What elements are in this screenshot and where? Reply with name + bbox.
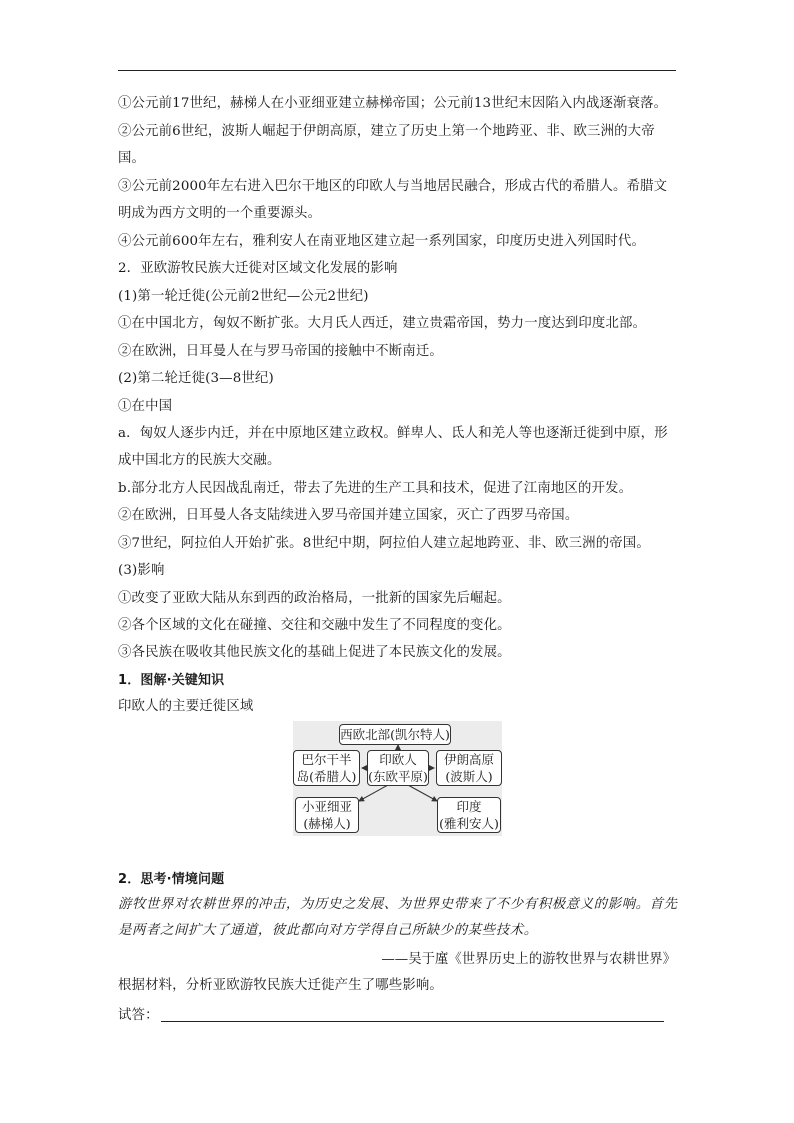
paragraph-inner-migration-cont: 成中国北方的民族大交融。 xyxy=(118,453,281,468)
node-iranian-plateau: 伊朗高原 (波斯人) xyxy=(436,750,502,786)
paragraph-persia: ②公元前6世纪，波斯人崛起于伊朗高原，建立了历史上第一个地跨亚、非、欧三洲的大帝 xyxy=(118,124,655,139)
migration-diagram xyxy=(293,721,502,836)
subheading-first-wave: (1)第一轮迁徙(公元前2世纪—公元2世纪) xyxy=(118,289,369,304)
diagram-caption: 印欧人的主要迁徙区域 xyxy=(118,699,254,714)
node-balkans: 巴尔干半 岛(希腊人) xyxy=(293,750,360,786)
paragraph-southward: b.部分北方人民因战乱南迁，带去了先进的生产工具和技术，促进了江南地区的开发。 xyxy=(118,481,633,496)
section-heading-migration: 2．亚欧游牧民族大迁徙对区域文化发展的影响 xyxy=(118,261,398,276)
paragraph-impact-1: ①改变了亚欧大陆从东到西的政治格局，一批新的国家先后崛起。 xyxy=(118,591,511,606)
paragraph-germanic-south: ②在欧洲，日耳曼人在与罗马帝国的接触中不断南迁。 xyxy=(118,344,443,359)
node-asia-minor: 小亚细亚 (赫梯人) xyxy=(295,797,359,833)
arrow-to-bottom-right xyxy=(408,785,437,801)
node-indo-europeans: 印欧人 (东欧平原) xyxy=(368,752,428,784)
subheading-second-wave: (2)第二轮迁徙(3—8世纪) xyxy=(118,371,274,386)
paragraph-aryans: ④公元前600年左右，雅利安人在南亚地区建立起一系列国家，印度历史进入列国时代。 xyxy=(118,234,646,249)
quote-line-2: 是两者之间扩大了通道，彼此都向对方学得自己所缺少的某些技术。 xyxy=(118,923,538,938)
answer-line xyxy=(118,1006,664,1026)
arrow-to-bottom-left xyxy=(359,785,388,801)
section-heading-diagram: 1．图解·关键知识 xyxy=(118,673,225,688)
quote-source: ——吴于廑《世界历史上的游牧世界与农耕世界》 xyxy=(381,952,676,967)
question-text: 根据材料，分析亚欧游牧民族大迁徙产生了哪些影响。 xyxy=(118,978,443,993)
answer-label: 试答： xyxy=(118,1008,159,1023)
node-india: 印度 (雅利安人) xyxy=(437,797,501,833)
quote-line-1: 游牧世界对农耕世界的冲击，为历史之发展、为世界史带来了不少有积极意义的影响。首先 xyxy=(118,897,678,912)
answer-blank[interactable] xyxy=(161,1006,664,1022)
paragraph-xiongnu: ①在中国北方，匈奴不断扩张。大月氏人西迁，建立贵霜帝国，势力一度达到印度北部。 xyxy=(118,316,647,331)
paragraph-persia-cont: 国。 xyxy=(118,151,146,166)
section-heading-thinking: 2．思考·情境问题 xyxy=(118,872,225,887)
paragraph-hittite: ①公元前17世纪，赫梯人在小亚细亚建立赫梯帝国；公元前13世纪末因陷入内战逐渐衰落。 xyxy=(118,96,668,111)
paragraph-impact-2: ②各个区域的文化在碰撞、交往和交融中发生了不同程度的变化。 xyxy=(118,618,511,633)
paragraph-arab: ③7世纪，阿拉伯人开始扩张。8世纪中期，阿拉伯人建立起地跨亚、非、欧三洲的帝国。 xyxy=(118,536,650,551)
node-northwest-europe: 西欧北部(凯尔特人) xyxy=(339,724,451,745)
paragraph-greece: ③公元前2000年左右进入巴尔干地区的印欧人与当地居民融合，形成古代的希腊人。希腊文 xyxy=(118,179,668,194)
paragraph-greece-cont: 明成为西方文明的一个重要源头。 xyxy=(118,206,322,221)
paragraph-impact-3: ③各民族在吸收其他民族文化的基础上促进了本民族文化的发展。 xyxy=(118,645,511,660)
subheading-impact: (3)影响 xyxy=(118,563,165,578)
header-rule xyxy=(118,70,676,71)
paragraph-in-china: ①在中国 xyxy=(118,399,173,414)
paragraph-europe-germanic: ②在欧洲，日耳曼人各支陆续进入罗马帝国并建立国家，灭亡了西罗马帝国。 xyxy=(118,508,579,523)
paragraph-inner-migration: a．匈奴人逐步内迁，并在中原地区建立政权。鲜卑人、氐人和羌人等也逐渐迁徙到中原，形 xyxy=(118,426,668,441)
